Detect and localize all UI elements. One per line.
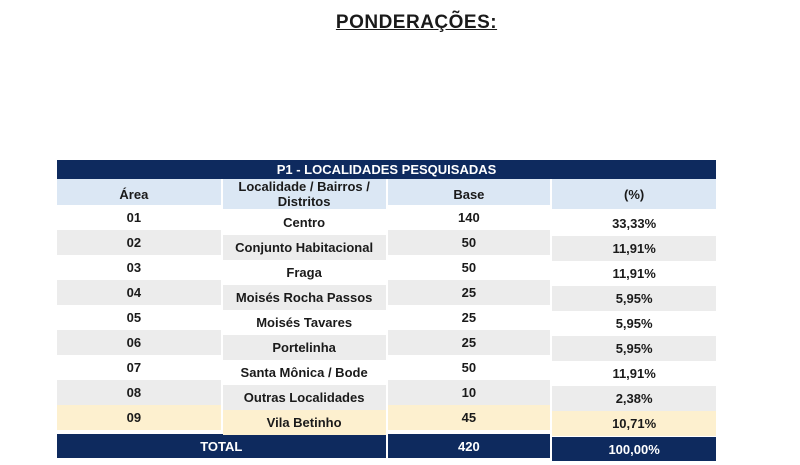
cell-locality: Portelinha xyxy=(222,335,387,360)
page-heading: PONDERAÇÕES: xyxy=(335,12,498,33)
cell-locality: Fraga xyxy=(222,260,387,285)
cell-percent: 11,91% xyxy=(551,361,716,386)
cell-area: 07 xyxy=(57,355,222,380)
cell-locality: Outras Localidades xyxy=(222,385,387,410)
cell-base: 50 xyxy=(387,355,552,380)
cell-area: 04 xyxy=(57,280,222,305)
column-header-locality: Localidade / Bairros / Distritos xyxy=(222,179,387,209)
column-header-base: Base xyxy=(387,179,552,209)
cell-base: 140 xyxy=(387,205,552,230)
cell-area: 09 xyxy=(57,405,222,430)
cell-area: 08 xyxy=(57,380,222,405)
cell-percent: 5,95% xyxy=(551,311,716,336)
total-row xyxy=(57,434,716,458)
cell-percent: 5,95% xyxy=(551,336,716,361)
cell-locality: Centro xyxy=(222,210,387,235)
column-header-percent: (%) xyxy=(551,179,716,209)
table-title: P1 - LOCALIDADES PESQUISADAS xyxy=(57,160,716,179)
column-header-area: Área xyxy=(57,179,222,209)
cell-locality: Moisés Tavares xyxy=(222,310,387,335)
cell-area: 01 xyxy=(57,205,222,230)
table-title-row xyxy=(57,160,716,179)
table-row-highlighted xyxy=(57,409,716,434)
cell-base: 25 xyxy=(387,330,552,355)
cell-locality: Moisés Rocha Passos xyxy=(222,285,387,310)
cell-locality: Conjunto Habitacional xyxy=(222,235,387,260)
total-percent: 100,00% xyxy=(551,437,716,461)
cell-base: 25 xyxy=(387,305,552,330)
total-base: 420 xyxy=(387,434,552,458)
total-label: TOTAL xyxy=(57,434,387,458)
cell-percent: 5,95% xyxy=(551,286,716,311)
cell-locality: Vila Betinho xyxy=(222,410,387,435)
cell-base: 25 xyxy=(387,280,552,305)
cell-percent: 10,71% xyxy=(551,411,716,436)
cell-base: 50 xyxy=(387,255,552,280)
cell-area: 06 xyxy=(57,330,222,355)
cell-base: 45 xyxy=(387,405,552,430)
cell-percent: 2,38% xyxy=(551,386,716,411)
localities-table xyxy=(57,160,716,458)
cell-area: 02 xyxy=(57,230,222,255)
cell-base: 10 xyxy=(387,380,552,405)
cell-percent: 11,91% xyxy=(551,236,716,261)
cell-percent: 11,91% xyxy=(551,261,716,286)
cell-locality: Santa Mônica / Bode xyxy=(222,360,387,385)
cell-percent: 33,33% xyxy=(551,211,716,236)
cell-base: 50 xyxy=(387,230,552,255)
cell-area: 05 xyxy=(57,305,222,330)
cell-area: 03 xyxy=(57,255,222,280)
